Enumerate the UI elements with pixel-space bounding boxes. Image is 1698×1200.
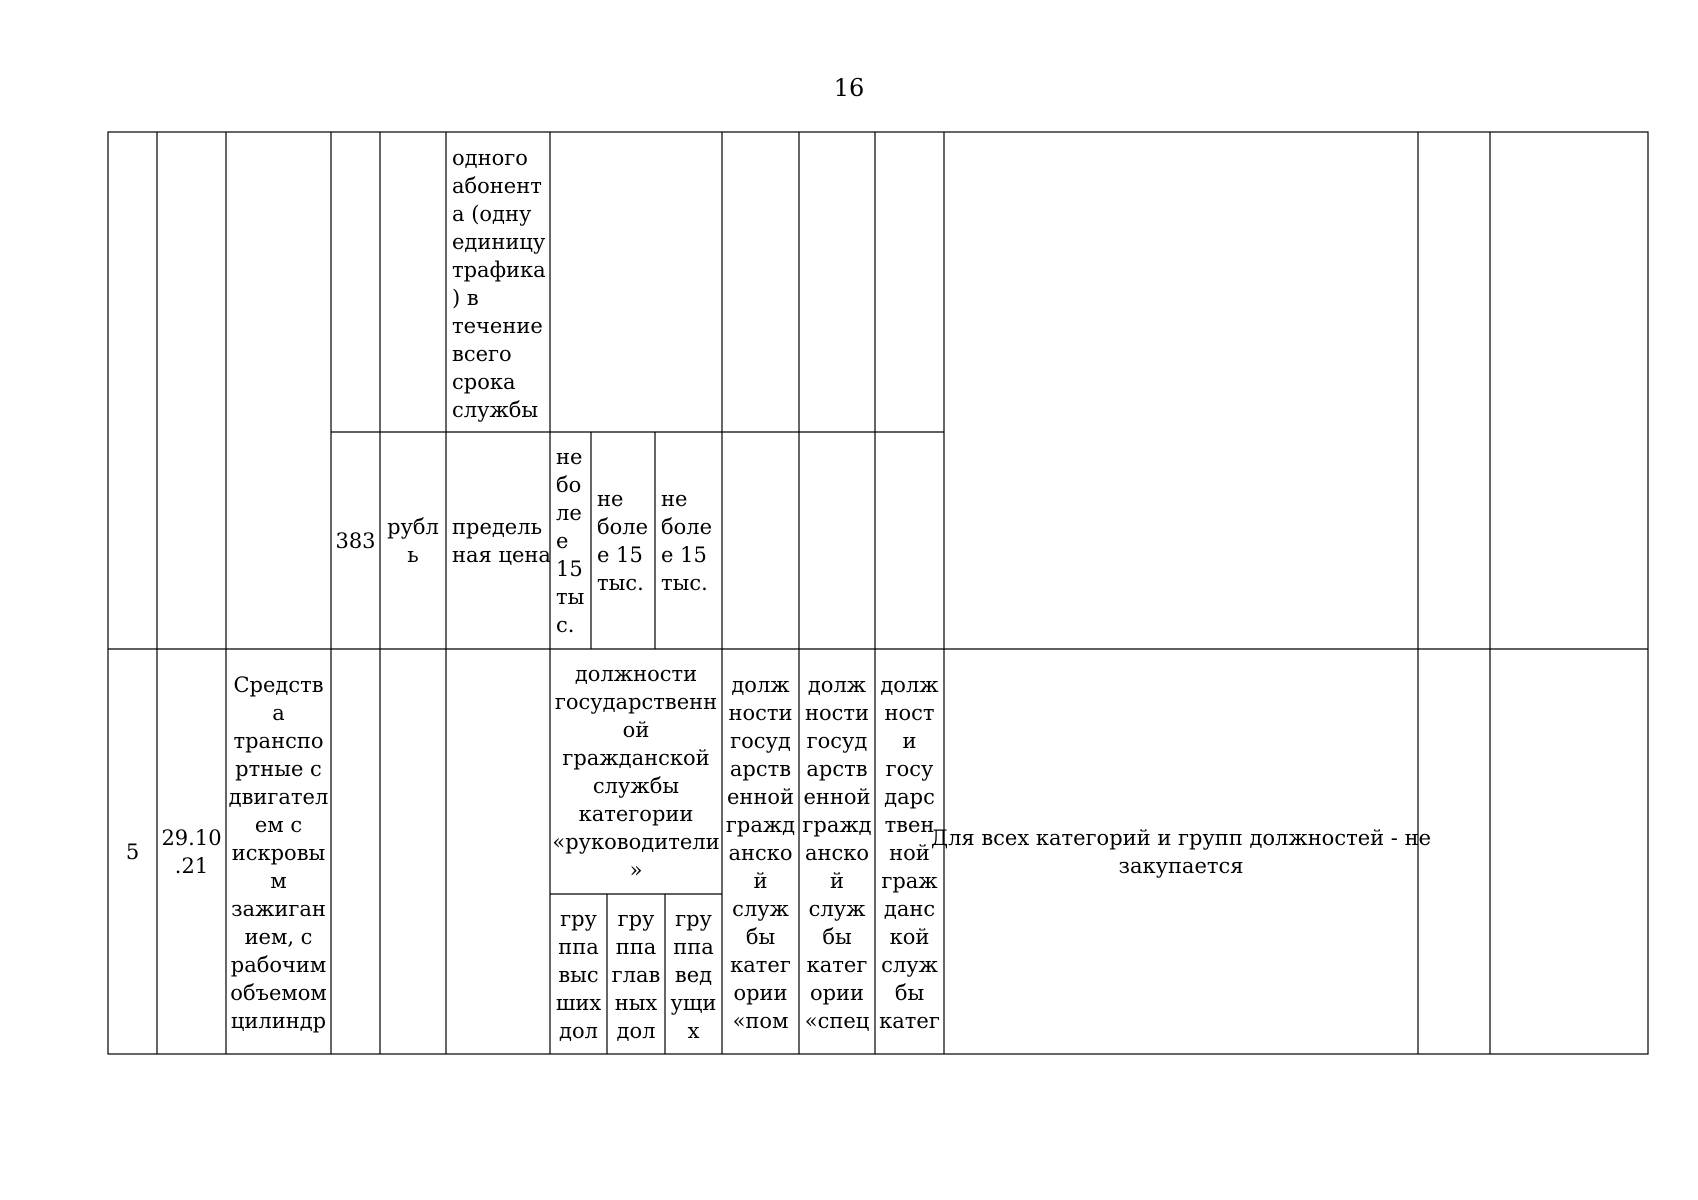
group-main-header: гру ппа глав ных дол bbox=[611, 907, 661, 1043]
row-number-cell bbox=[108, 649, 157, 1054]
okpd-code: 29.10 .21 bbox=[161, 825, 222, 878]
code-cell bbox=[331, 432, 380, 649]
note-text: Для всех категорий и групп должностей - не закупается bbox=[931, 825, 1432, 878]
item-name-cell: Средств а транспо ртные с двигател ем с искровы м зажиган ием, с рабочим объемом цилиндр bbox=[228, 673, 329, 1033]
category-assistants-header: долж ности госуд арств енной гражд анско й служ бы катег ории «пом bbox=[725, 673, 796, 1033]
limit-value-cell bbox=[591, 432, 655, 649]
category-providing-header: долж ност и госу дарс твен ной граж данс кой служ бы катег bbox=[879, 673, 940, 1033]
row-number: 5 bbox=[125, 839, 140, 864]
note-cell bbox=[931, 649, 1432, 1054]
code-value: 383 bbox=[335, 528, 376, 553]
category-specialists-header: долж ности госуд арств енной гражд анско й служ бы катег ории «спец bbox=[802, 673, 872, 1033]
limit-value-cell bbox=[655, 432, 722, 649]
okpd-code-cell bbox=[157, 649, 226, 1054]
group-highest-header: гру ппа выс ших дол bbox=[555, 907, 602, 1043]
group-leading-header: гру ппа вед ущи х bbox=[670, 907, 717, 1043]
limit-value-cell bbox=[550, 432, 591, 649]
service-description-cell: одного абонент а (одну единицу трафика ) в течение всего срока службы bbox=[452, 146, 546, 422]
limit-value-leading: не боле е 15 тыс. bbox=[661, 486, 713, 595]
characteristic-value: предель ная цена bbox=[452, 514, 551, 567]
characteristic-cell bbox=[446, 432, 550, 649]
category-leaders-header: должности государственн ой гражданской службы категории «руководители » bbox=[552, 662, 720, 882]
limit-value-highest: не бо ле е 15 ты с. bbox=[556, 444, 585, 637]
limit-value-main: не боле е 15 тыс. bbox=[597, 486, 649, 595]
page-number: 16 bbox=[833, 74, 865, 102]
unit-value: рубл ь bbox=[387, 514, 439, 567]
unit-cell bbox=[380, 432, 446, 649]
